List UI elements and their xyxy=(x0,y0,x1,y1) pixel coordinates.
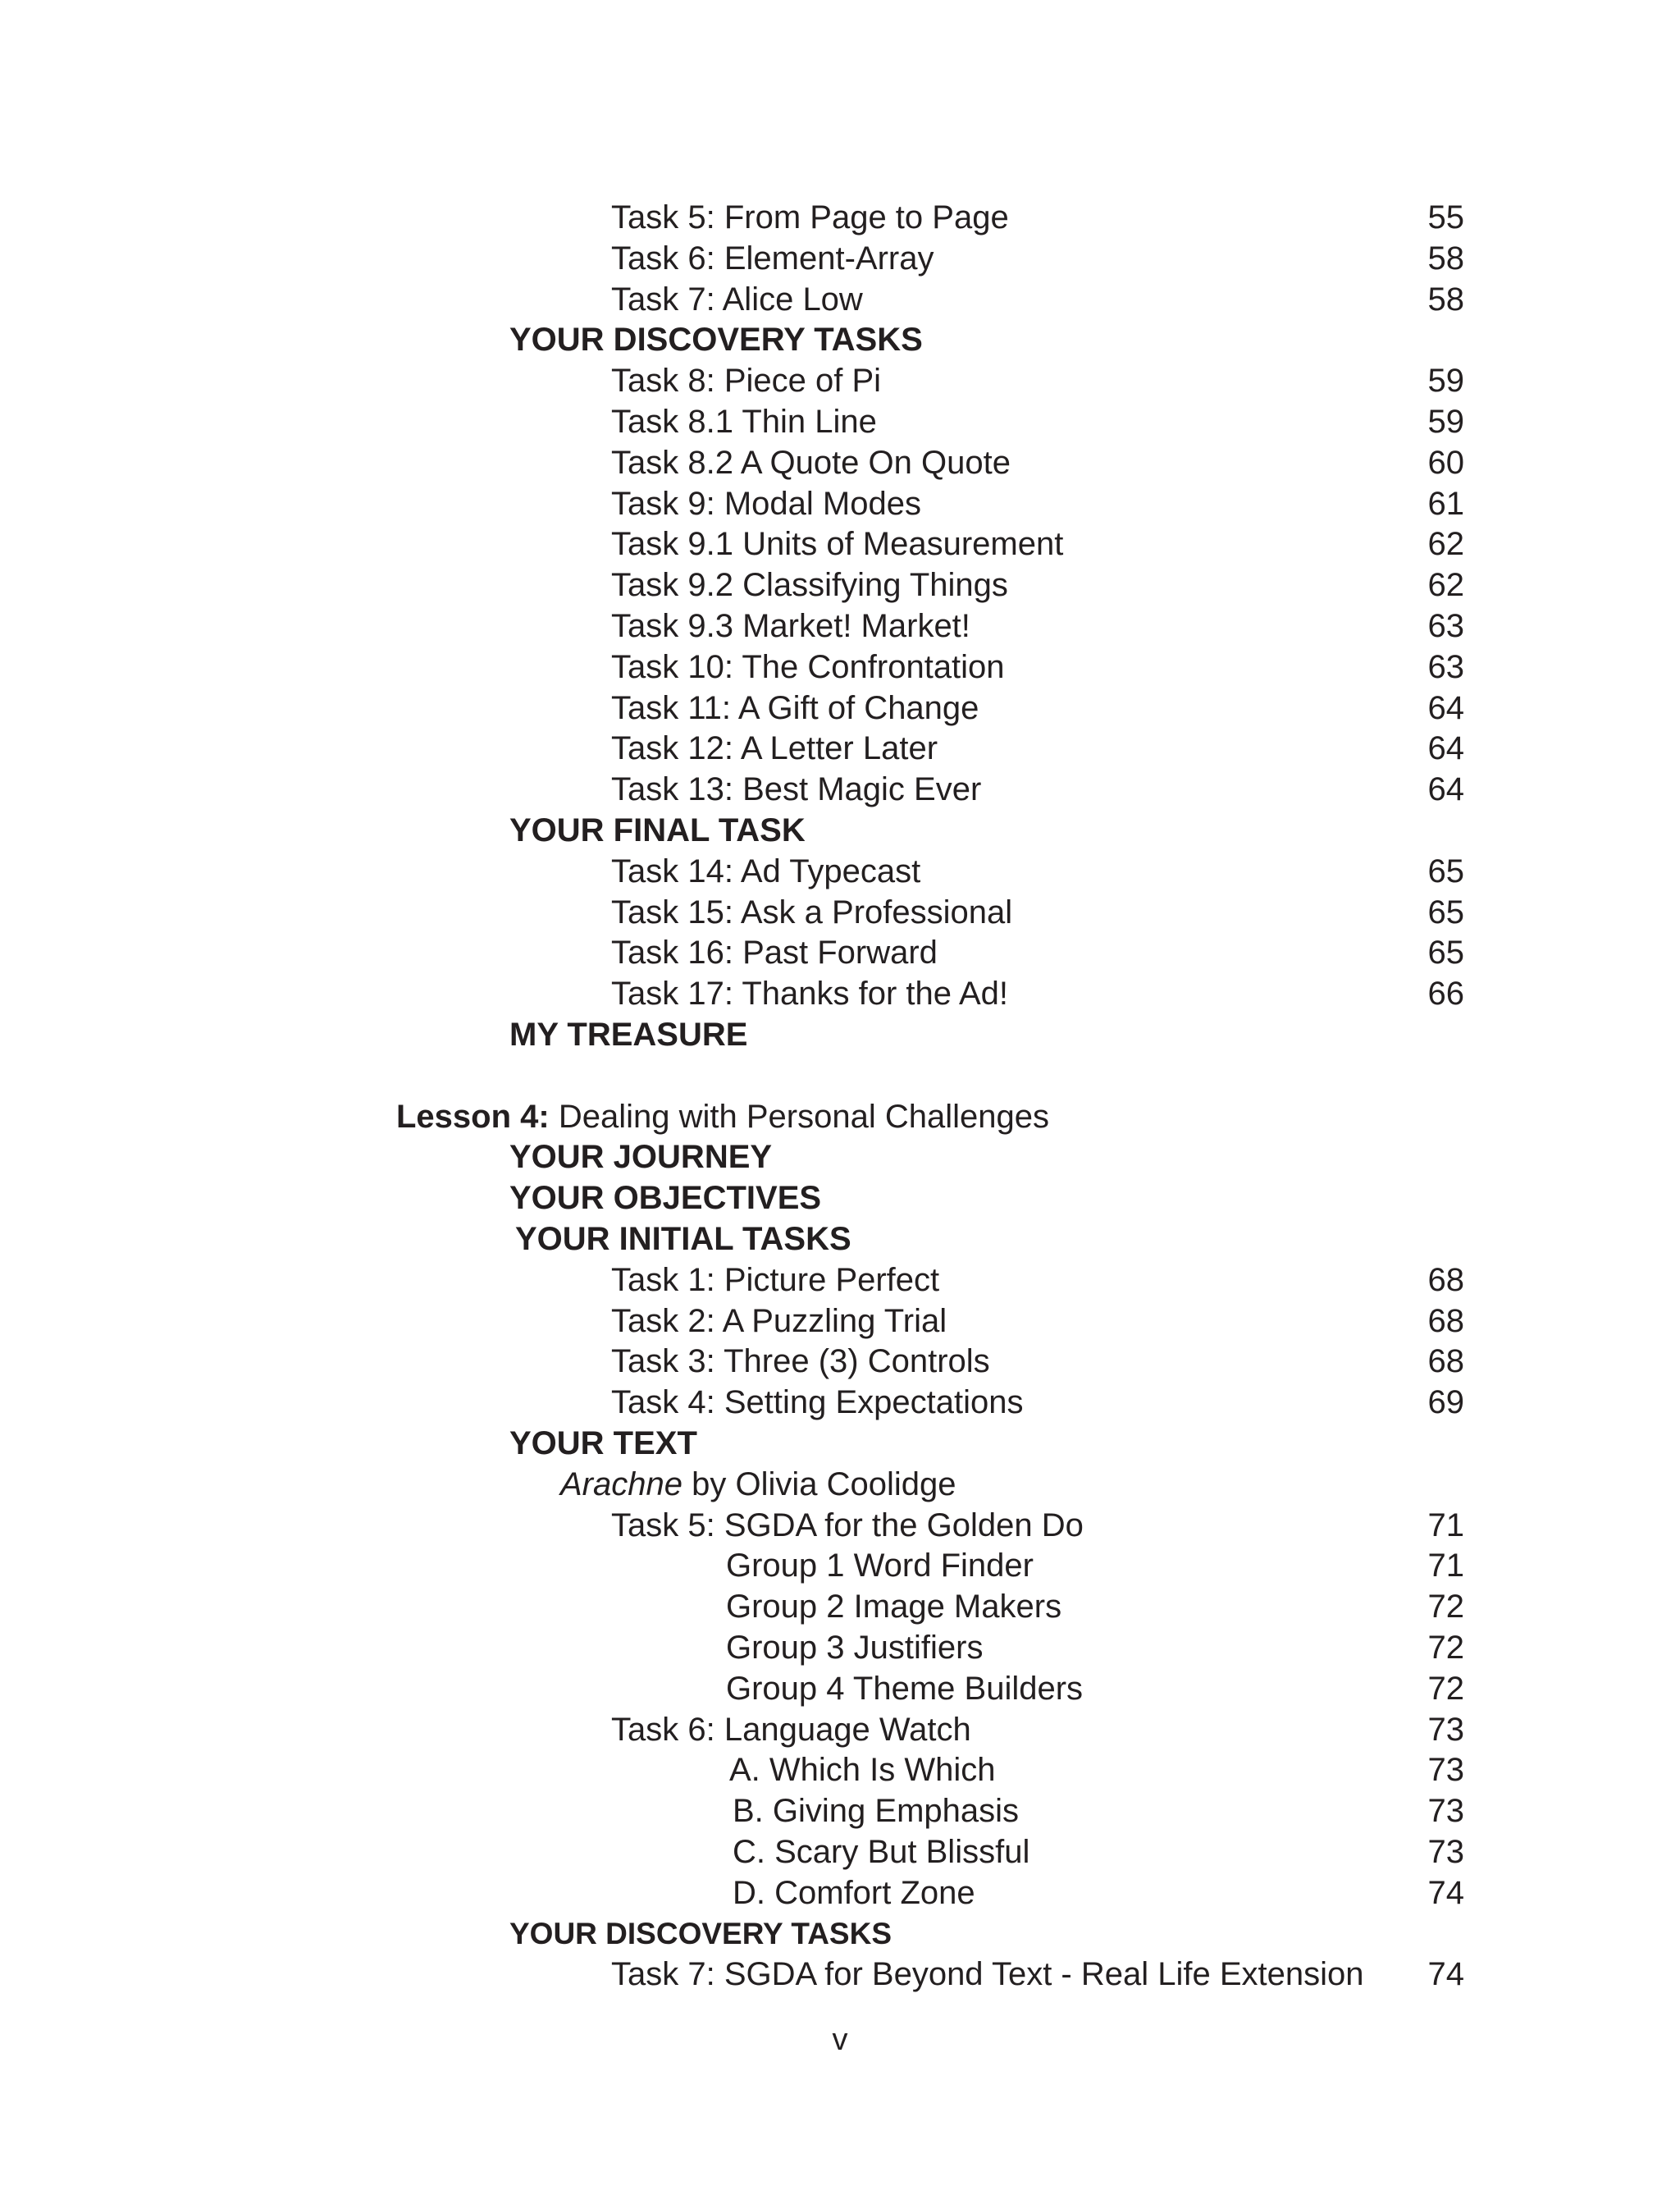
toc-entry xyxy=(0,1382,1680,1423)
entry-page-number: 73 xyxy=(1427,1711,1464,1748)
entry-title xyxy=(611,1341,990,1382)
toc-entry xyxy=(0,1464,1680,1505)
entry-title xyxy=(726,1586,1061,1627)
toc-entry xyxy=(0,1954,1680,1995)
toc-heading xyxy=(0,1014,1680,1055)
entry-page-number: 68 xyxy=(1427,1302,1464,1339)
entry-title xyxy=(560,1464,956,1505)
entry-title-text: Lesson 4: xyxy=(396,1098,550,1135)
entry-page-number: 74 xyxy=(1427,1874,1464,1911)
entry-title-text: Task 9.2 Classifying Things xyxy=(611,567,1008,604)
entry-title-text: MY TREASURE xyxy=(509,1017,748,1053)
entry-title-text: Task 4: Setting Expectations xyxy=(611,1384,1024,1421)
entry-page-number: 66 xyxy=(1427,976,1464,1013)
toc-entry xyxy=(0,197,1680,238)
entry-title-text: YOUR JOURNEY xyxy=(509,1139,773,1176)
toc-entry xyxy=(0,932,1680,973)
entry-page-number: 63 xyxy=(1427,648,1464,685)
entry-title xyxy=(611,606,970,647)
entry-title xyxy=(611,1709,971,1750)
entry-title-text: Group 3 Justifiers xyxy=(726,1630,984,1666)
toc-entry xyxy=(0,1872,1680,1913)
entry-title xyxy=(733,1872,975,1913)
toc-heading xyxy=(0,1913,1680,1955)
entry-page-number: 65 xyxy=(1427,894,1464,930)
toc-entry xyxy=(0,769,1680,810)
toc-heading xyxy=(0,1177,1680,1218)
toc-entry xyxy=(0,1627,1680,1668)
entry-title xyxy=(611,728,938,769)
entry-title xyxy=(611,892,1012,933)
entry-page-number: 73 xyxy=(1427,1793,1464,1830)
entry-page-number: 69 xyxy=(1427,1384,1464,1421)
entry-title-text: Task 3: Three (3) Controls xyxy=(611,1343,990,1380)
entry-title-text: Task 5: SGDA for the Golden Do xyxy=(611,1506,1084,1543)
entry-page-number: 59 xyxy=(1427,363,1464,400)
entry-title xyxy=(515,1218,851,1260)
toc-entry xyxy=(0,1301,1680,1342)
entry-title-text: YOUR TEXT xyxy=(509,1425,697,1461)
entry-title xyxy=(611,442,1011,483)
entry-title-text: Task 11: A Gift of Change xyxy=(611,689,979,726)
toc-entry xyxy=(0,483,1680,524)
entry-title xyxy=(509,1014,747,1055)
toc-entry xyxy=(0,279,1680,320)
toc-entry xyxy=(0,1749,1680,1790)
entry-title xyxy=(509,1423,697,1464)
entry-page-number: 68 xyxy=(1427,1261,1464,1298)
entry-title xyxy=(611,973,1008,1014)
toc-entry xyxy=(0,892,1680,933)
entry-title-text: Task 13: Best Magic Ever xyxy=(611,771,982,808)
entry-title-text: Task 2: A Puzzling Trial xyxy=(611,1302,947,1339)
entry-title-text: Task 8: Piece of Pi xyxy=(611,363,882,400)
entry-title-text: D. Comfort Zone xyxy=(733,1874,975,1911)
entry-title xyxy=(611,401,877,442)
toc-heading xyxy=(0,810,1680,851)
entry-page-number: 73 xyxy=(1427,1752,1464,1789)
entry-title-text: YOUR FINAL TASK xyxy=(509,812,806,848)
spacer xyxy=(0,1055,1680,1096)
entry-page-number: 72 xyxy=(1427,1589,1464,1625)
entry-title-text: C. Scary But Blissful xyxy=(733,1834,1030,1870)
entry-title-text: Task 7: SGDA for Beyond Text - Real Life Extension xyxy=(611,1956,1364,1993)
entry-title xyxy=(396,1096,1049,1137)
entry-title xyxy=(509,1913,892,1955)
entry-title-text: Group 1 Word Finder xyxy=(726,1548,1034,1584)
toc-entry xyxy=(0,647,1680,688)
toc-entry xyxy=(0,851,1680,892)
entry-title xyxy=(611,238,934,279)
entry-title xyxy=(611,360,881,401)
toc-entry xyxy=(0,1668,1680,1709)
entry-title-text: Group 2 Image Makers xyxy=(726,1589,1062,1625)
toc-entry xyxy=(0,1505,1680,1546)
entry-page-number: 58 xyxy=(1427,240,1464,277)
entry-title xyxy=(726,1627,983,1668)
entry-page-number: 64 xyxy=(1427,771,1464,808)
entry-title xyxy=(611,279,863,320)
entry-page-number: 65 xyxy=(1427,935,1464,972)
entry-page-number: 61 xyxy=(1427,485,1464,522)
entry-title-text: Task 9: Modal Modes xyxy=(611,485,921,522)
entry-title-text: YOUR OBJECTIVES xyxy=(509,1180,822,1217)
entry-page-number: 71 xyxy=(1427,1506,1464,1543)
entry-title-text: Task 9.1 Units of Measurement xyxy=(611,526,1064,563)
toc-entry xyxy=(0,728,1680,769)
entry-title-text: Task 16: Past Forward xyxy=(611,935,938,972)
entry-title xyxy=(726,1545,1034,1586)
toc-entry xyxy=(0,688,1680,729)
entry-title xyxy=(611,197,1009,238)
entry-title-text: Task 14: Ad Typecast xyxy=(611,853,921,889)
entry-title xyxy=(611,851,920,892)
entry-title-text: Task 7: Alice Low xyxy=(611,281,863,318)
entry-title xyxy=(733,1831,1029,1872)
toc-entry xyxy=(0,1709,1680,1750)
toc-heading xyxy=(0,1423,1680,1464)
entry-title-text: Task 5: From Page to Page xyxy=(611,199,1009,235)
entry-title-text: Task 6: Language Watch xyxy=(611,1711,971,1748)
toc-entry xyxy=(0,1260,1680,1301)
toc-entry xyxy=(0,360,1680,401)
entry-title-text: YOUR INITIAL TASKS xyxy=(515,1221,851,1257)
entry-title-text: Task 15: Ask a Professional xyxy=(611,894,1013,930)
toc-heading xyxy=(0,1096,1680,1137)
entry-title-rest: by Olivia Coolidge xyxy=(682,1465,956,1502)
entry-title-text: B. Giving Emphasis xyxy=(733,1793,1020,1830)
entry-title xyxy=(611,1301,947,1342)
entry-title xyxy=(611,565,1008,606)
entry-title xyxy=(726,1668,1083,1709)
entry-title xyxy=(509,810,806,851)
toc-entry xyxy=(0,1545,1680,1586)
entry-title-text: Arachne xyxy=(560,1465,682,1502)
entry-title xyxy=(611,769,981,810)
toc-entry xyxy=(0,401,1680,442)
page-number: v xyxy=(832,2023,848,2057)
entry-title-text: Task 1: Picture Perfect xyxy=(611,1261,940,1298)
entry-page-number: 74 xyxy=(1427,1956,1464,1993)
entry-page-number: 62 xyxy=(1427,526,1464,563)
entry-title xyxy=(611,1954,1364,1995)
toc-entry xyxy=(0,565,1680,606)
entry-page-number: 58 xyxy=(1427,281,1464,318)
toc-entry xyxy=(0,606,1680,647)
toc-entry xyxy=(0,1586,1680,1627)
toc-entry xyxy=(0,1831,1680,1872)
entry-title xyxy=(509,1177,821,1218)
entry-title-text: A. Which Is Which xyxy=(729,1752,996,1789)
entry-title-text: Task 12: A Letter Later xyxy=(611,730,938,767)
toc-entry xyxy=(0,442,1680,483)
toc-entry xyxy=(0,238,1680,279)
entry-title xyxy=(611,932,938,973)
entry-page-number: 71 xyxy=(1427,1548,1464,1584)
entry-title-text: YOUR DISCOVERY TASKS xyxy=(509,322,923,359)
toc-heading xyxy=(0,1218,1680,1260)
entry-page-number: 55 xyxy=(1427,199,1464,235)
toc-entry xyxy=(0,1341,1680,1382)
entry-title xyxy=(611,688,979,729)
entry-title-text: Task 8.2 A Quote On Quote xyxy=(611,444,1011,481)
entry-title-text: Task 8.1 Thin Line xyxy=(611,404,877,440)
entry-title xyxy=(611,483,921,524)
toc-entry xyxy=(0,523,1680,565)
entry-title-rest: Dealing with Personal Challenges xyxy=(549,1098,1049,1135)
entry-title xyxy=(611,647,1005,688)
entry-page-number: 62 xyxy=(1427,567,1464,604)
entry-title-text: Group 4 Theme Builders xyxy=(726,1670,1084,1707)
entry-page-number: 64 xyxy=(1427,689,1464,726)
entry-title xyxy=(611,1505,1084,1546)
entry-page-number: 65 xyxy=(1427,853,1464,889)
toc-entry xyxy=(0,1790,1680,1831)
entry-title-text: Task 17: Thanks for the Ad! xyxy=(611,976,1008,1013)
entry-page-number: 68 xyxy=(1427,1343,1464,1380)
entry-title xyxy=(733,1790,1019,1831)
entry-title-text: Task 6: Element-Array xyxy=(611,240,934,277)
entry-title-text: YOUR DISCOVERY TASKS xyxy=(509,1916,892,1950)
entry-title xyxy=(611,1260,939,1301)
toc-heading xyxy=(0,319,1680,360)
entry-page-number: 73 xyxy=(1427,1834,1464,1870)
entry-title xyxy=(509,319,923,360)
toc-heading xyxy=(0,1136,1680,1177)
entry-title xyxy=(509,1136,772,1177)
entry-page-number: 63 xyxy=(1427,608,1464,644)
entry-title xyxy=(611,1382,1024,1423)
entry-title xyxy=(729,1749,996,1790)
entry-page-number: 59 xyxy=(1427,404,1464,440)
entry-page-number: 64 xyxy=(1427,730,1464,767)
entry-title-text: Task 10: The Confrontation xyxy=(611,648,1005,685)
entry-page-number: 72 xyxy=(1427,1630,1464,1666)
entry-page-number: 72 xyxy=(1427,1670,1464,1707)
entry-title xyxy=(611,523,1063,565)
entry-title-text: Task 9.3 Market! Market! xyxy=(611,608,970,644)
entry-page-number: 60 xyxy=(1427,444,1464,481)
toc-entry xyxy=(0,973,1680,1014)
